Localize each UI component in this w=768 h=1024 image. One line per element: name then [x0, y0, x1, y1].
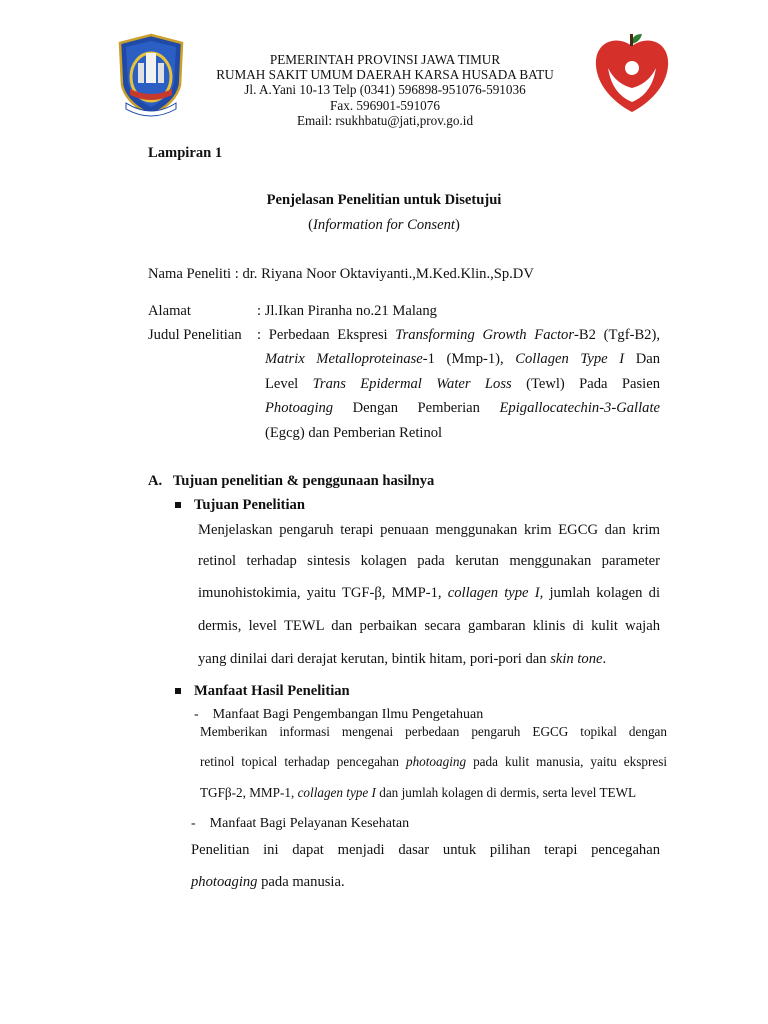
hospital-logo-icon: [590, 32, 674, 116]
sub2-line2: photoaging pada manusia.: [191, 874, 345, 890]
bullet-icon: [175, 502, 181, 508]
letterhead-line4: Fax. 596901-591076: [330, 97, 440, 113]
tujuan-line2: retinol terhadap sintesis kolagen pada kerutan menggunakan parameter: [198, 553, 660, 569]
sub2-line1: Penelitian ini dapat menjadi dasar untuk pilihan terapi pencegahan: [191, 842, 660, 858]
bullet-icon: [175, 688, 181, 694]
sub1-line2: retinol topical terhadap pencegahan photoaging pada kulit manusia, yaitu ekspresi: [200, 754, 667, 769]
letterhead-line1: PEMERINTAH PROVINSI JAWA TIMUR: [269, 52, 501, 67]
research-title-line3: Level Trans Epidermal Water Loss (Tewl) Pada Pasien: [265, 376, 661, 392]
address-label: Alamat: [148, 303, 191, 319]
researcher-label: Nama Peneliti :: [148, 266, 243, 282]
research-title-label: Judul Penelitian: [148, 327, 242, 343]
appendix-label: Lampiran 1: [148, 145, 223, 161]
research-title-line4: Photoaging Dengan Pemberian Epigallocatechin-3-Gallate: [265, 400, 660, 416]
researcher-value: dr. Riyana Noor Oktaviyanti.,M.Ked.Klin.,Sp.DV: [242, 266, 534, 282]
researcher-row: [148, 266, 534, 283]
sub1-label: - Manfaat Bagi Pengembangan Ilmu Pengetahuan: [194, 707, 484, 722]
section-a-heading: A. Tujuan penelitian & penggunaan hasilnya: [148, 473, 435, 489]
tujuan-line5: yang dinilai dari derajat kerutan, bintik hitam, pori-pori dan skin tone.: [198, 651, 607, 667]
address-value: : Jl.Ikan Piranha no.21 Malang: [257, 303, 437, 319]
tujuan-heading: Tujuan Penelitian: [194, 497, 305, 513]
letterhead-line2: RUMAH SAKIT UMUM DAERAH KARSA HUSADA BATU: [216, 67, 554, 83]
sub2-label: - Manfaat Bagi Pelayanan Kesehatan: [191, 816, 410, 831]
tujuan-line1: Menjelaskan pengaruh terapi penuaan menggunakan krim EGCG dan krim: [198, 522, 660, 538]
letterhead: [195, 52, 575, 128]
letterhead-line5: Email: rsukhbatu@jati,prov.go.id: [296, 112, 474, 128]
letterhead-line3: Jl. A.Yani 10-13 Telp (0341) 596898-951076-591036: [244, 82, 526, 98]
sub1-line3: TGFβ-2, MMP-1, collagen type I dan jumlah kolagen di dermis, serta level TEWL: [200, 785, 637, 800]
research-title-line5: (Egcg) dan Pemberian Retinol: [265, 425, 443, 441]
research-title-line1: : Perbedaan Ekspresi Transforming Growth Factor-B2 (Tgf-B2),: [257, 327, 660, 343]
tujuan-line4: dermis, level TEWL dan perbaikan secara gambaran klinis di kulit wajah: [198, 618, 660, 634]
tujuan-line3: imunohistokimia, yaitu TGF-β, MMP-1, collagen type I, jumlah kolagen di: [198, 585, 661, 601]
sub1-line1: Memberikan informasi mengenai perbedaan pengaruh EGCG topikal dengan: [200, 724, 667, 739]
research-title-line2: Matrix Metalloproteinase-1 (Mmp-1), Collagen Type I Dan: [265, 351, 661, 367]
manfaat-heading: Manfaat Hasil Penelitian: [194, 683, 350, 699]
document-title: Penjelasan Penelitian untuk Disetujui: [266, 192, 502, 208]
document-subtitle: (Information for Consent): [308, 217, 460, 233]
provincial-emblem-icon: [116, 33, 186, 117]
